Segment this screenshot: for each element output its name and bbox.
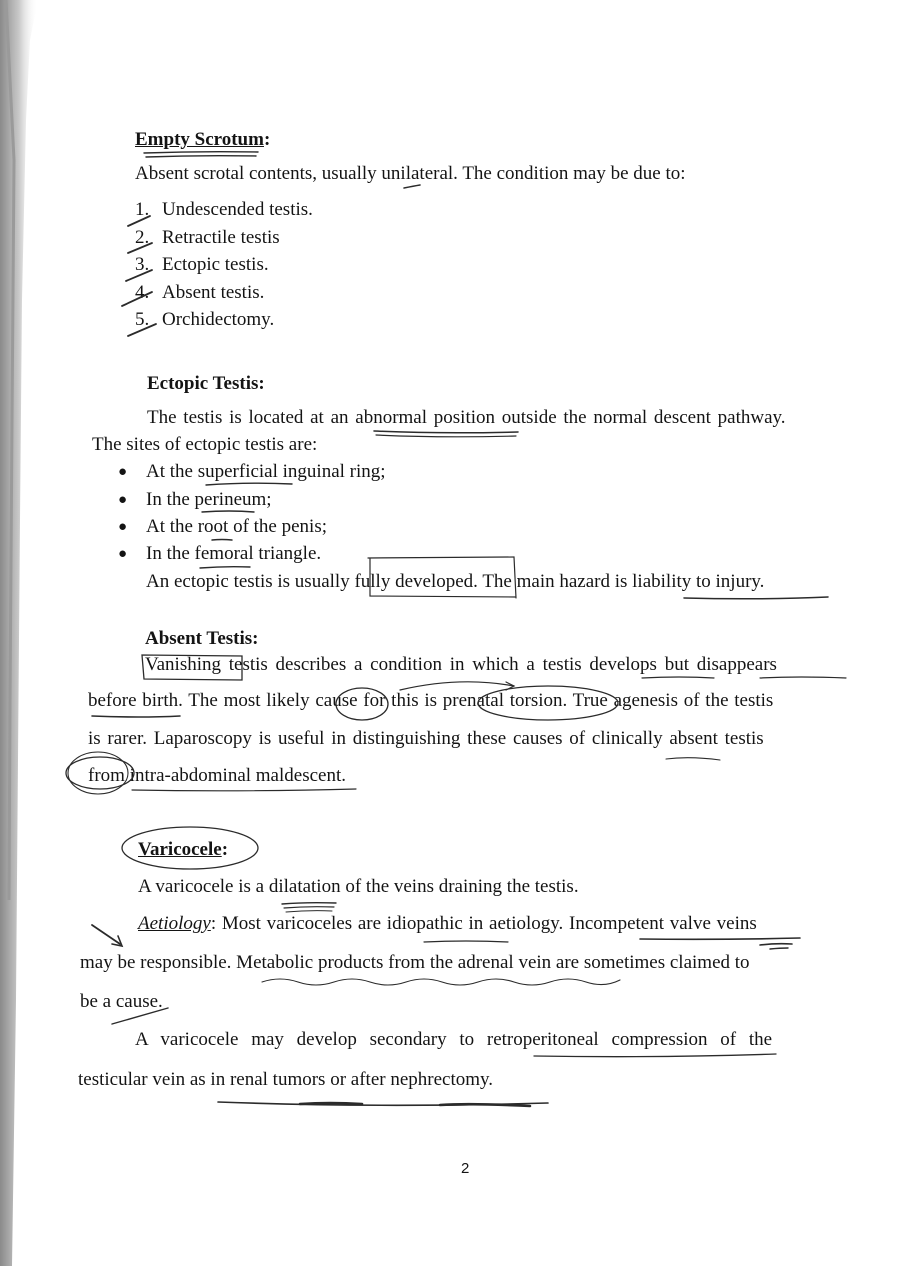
- list-item-text: Undescended testis.: [162, 199, 313, 220]
- secondary-line: testicular vein as in renal tumors or after nephrectomy.: [78, 1069, 494, 1090]
- secondary-line: A varicocele may develop secondary to retroperitoneal compression of the: [135, 1029, 773, 1050]
- absent-paragraph-line: before birth. The most likely cause for this is prenatal torsion. True agenesis of the testis: [88, 690, 774, 711]
- list-item-text: Absent testis.: [162, 282, 265, 303]
- list-item-text: Ectopic testis.: [162, 254, 269, 275]
- list-item-text: At the superficial inguinal ring;: [146, 461, 386, 482]
- list-item-text: At the root of the penis;: [146, 516, 327, 537]
- empty-scrotum-heading: Empty Scrotum:: [135, 129, 271, 150]
- list-item-number: 1.: [135, 199, 150, 220]
- absent-paragraph-line: from intra-abdominal maldescent.: [88, 765, 346, 786]
- varicocele-definition: A varicocele is a dilatation of the veins draining the testis.: [138, 876, 579, 897]
- bullet-icon: ●: [118, 492, 128, 508]
- absent-paragraph-line: Vanishing testis describes a condition in which a testis develops but disappears: [145, 654, 777, 675]
- bullet-icon: ●: [118, 519, 128, 535]
- list-item-number: 3.: [135, 254, 150, 275]
- absent-testis-heading: Absent Testis:: [145, 628, 259, 649]
- ectopic-testis-heading: Ectopic Testis:: [147, 373, 265, 394]
- aetiology-line: Aetiology: Most varicoceles are idiopathic in aetiology. Incompetent valve veins: [138, 913, 757, 934]
- ectopic-paragraph-line: The testis is located at an abnormal position outside the normal descent pathway.: [147, 407, 786, 428]
- list-item-number: 4.: [135, 282, 150, 303]
- absent-paragraph-line: is rarer. Laparoscopy is useful in distinguishing these causes of clinically absent testis: [88, 728, 764, 749]
- varicocele-heading: Varicocele:: [138, 839, 229, 860]
- aetiology-line: may be responsible. Metabolic products from the adrenal vein are sometimes claimed to: [80, 952, 750, 973]
- list-item-text: In the perineum;: [146, 489, 272, 510]
- list-item-number: 5.: [135, 309, 150, 330]
- ectopic-paragraph-line: The sites of ectopic testis are:: [92, 434, 318, 455]
- page-number: 2: [461, 1160, 470, 1177]
- aetiology-label: Aetiology: [138, 913, 211, 934]
- list-item-text: Orchidectomy.: [162, 309, 275, 330]
- bullet-icon: ●: [118, 464, 128, 480]
- bullet-icon: ●: [118, 546, 128, 562]
- aetiology-line: be a cause.: [80, 991, 163, 1012]
- list-item-text: In the femoral triangle.: [146, 543, 322, 564]
- list-item-text: Retractile testis: [162, 227, 280, 248]
- empty-scrotum-intro: Absent scrotal contents, usually unilateral. The condition may be due to:: [135, 163, 686, 184]
- list-item-number: 2.: [135, 227, 150, 248]
- ectopic-closing-line: An ectopic testis is usually fully developed. The main hazard is liability to injury.: [146, 571, 765, 592]
